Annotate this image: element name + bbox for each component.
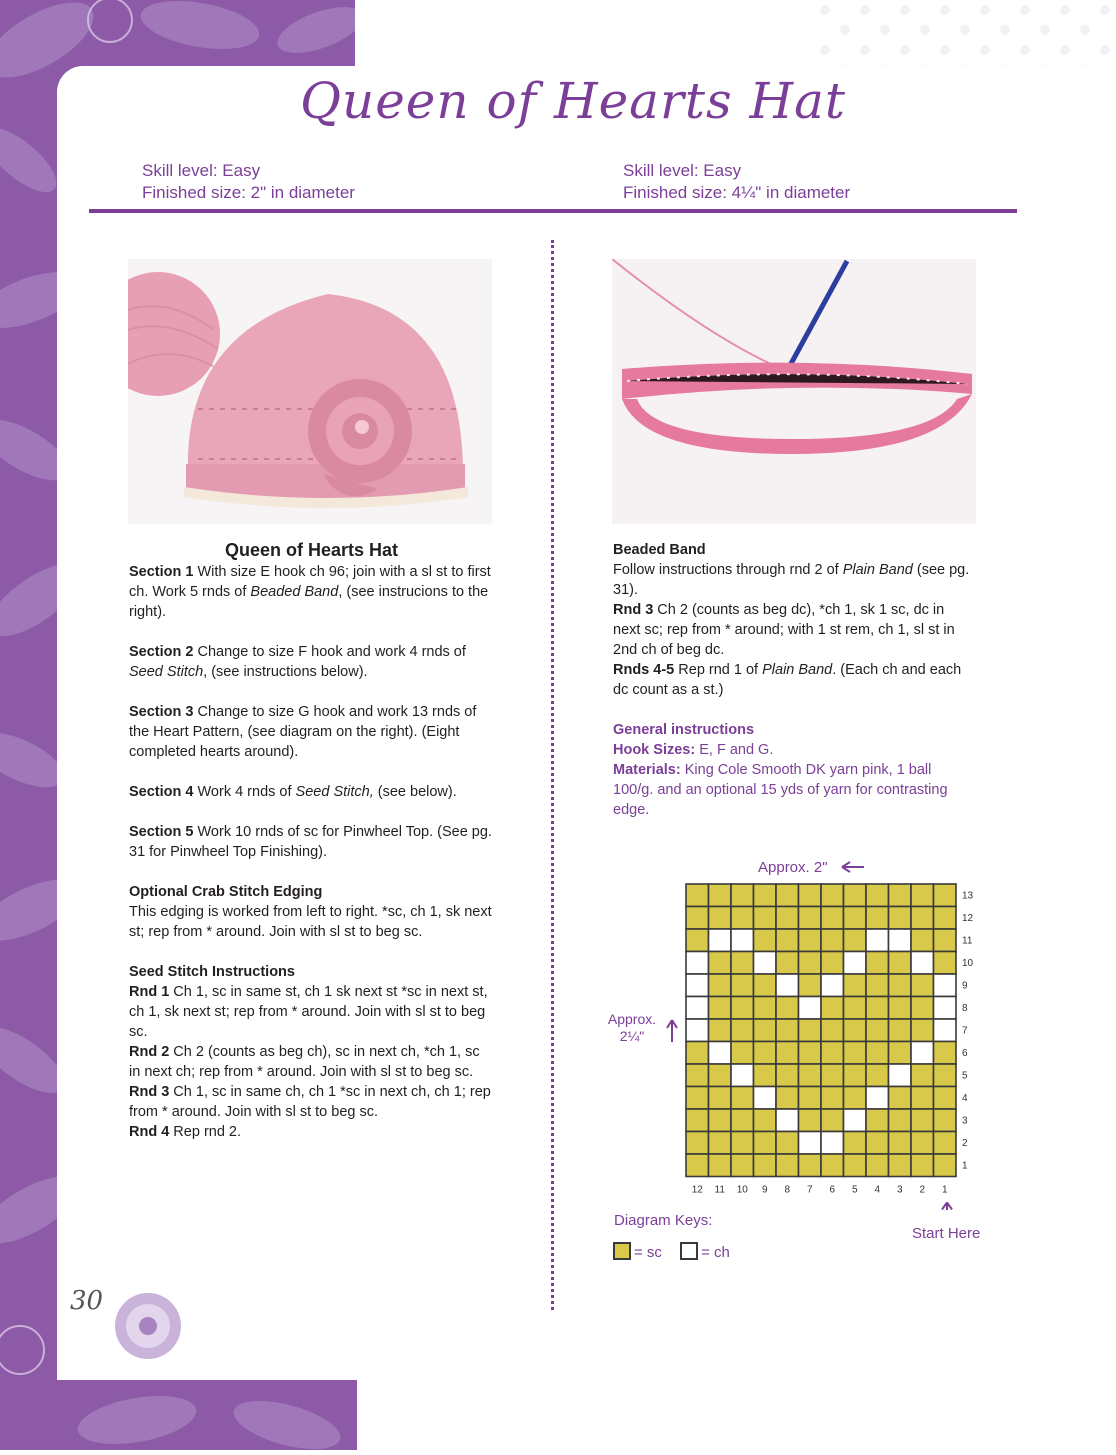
chart-cell bbox=[776, 997, 799, 1020]
col-label: 10 bbox=[736, 1184, 748, 1196]
chart-cell bbox=[799, 1109, 822, 1132]
legend-ch-label: = ch bbox=[701, 1244, 730, 1261]
col-label: 8 bbox=[784, 1184, 791, 1196]
chart-cell bbox=[821, 974, 844, 997]
chart-cell bbox=[889, 1042, 912, 1065]
rnd-text: . (Each ch and each dc count as a st.) bbox=[613, 662, 962, 698]
rnd-em: Plain Band bbox=[762, 662, 833, 678]
chart-cell bbox=[866, 952, 889, 975]
chart-cell bbox=[844, 1064, 867, 1087]
chart-cell bbox=[686, 1042, 709, 1065]
seed-heading: Seed Stitch Instructions bbox=[129, 964, 295, 980]
chart-cell bbox=[911, 1087, 934, 1110]
chart-cell bbox=[754, 1132, 777, 1155]
chart-cell bbox=[844, 1154, 867, 1177]
chart-cell bbox=[709, 1087, 732, 1110]
col-label: 1 bbox=[941, 1184, 948, 1196]
chart-cell bbox=[709, 1042, 732, 1065]
chart-cell bbox=[686, 1064, 709, 1087]
chart-cell bbox=[889, 1132, 912, 1155]
col-label: 9 bbox=[761, 1184, 768, 1196]
materials-text: King Cole Smooth DK yarn pink, 1 ball 100/g. and an optional 15 yds of yarn for contrasting edge. bbox=[613, 762, 948, 818]
chart-cell bbox=[844, 1132, 867, 1155]
top-size-label: Approx. 2" bbox=[758, 859, 828, 876]
chart-cell bbox=[754, 952, 777, 975]
chart-cell bbox=[776, 1042, 799, 1065]
row-label: 2 bbox=[962, 1137, 968, 1149]
section-label: Section 2 bbox=[129, 644, 194, 660]
row-label: 3 bbox=[962, 1115, 968, 1127]
chart-cell bbox=[934, 907, 957, 930]
chart-cell bbox=[731, 1042, 754, 1065]
chart-cell bbox=[821, 907, 844, 930]
row-label: 13 bbox=[962, 890, 974, 902]
chart-cell bbox=[799, 997, 822, 1020]
chart-cell bbox=[731, 1087, 754, 1110]
chart-cell bbox=[799, 974, 822, 997]
chart-cell bbox=[799, 884, 822, 907]
chart-cell bbox=[754, 1064, 777, 1087]
rnd-text: Rep rnd 1 of bbox=[674, 662, 763, 678]
chart-cell bbox=[731, 1154, 754, 1177]
chart-cell bbox=[844, 997, 867, 1020]
row-label: 12 bbox=[962, 912, 974, 924]
col-label: 7 bbox=[806, 1184, 813, 1196]
hat-photo bbox=[128, 259, 492, 524]
chart-cell bbox=[866, 884, 889, 907]
finished-size: Finished size: 2" in diameter bbox=[142, 183, 355, 202]
chart-cell bbox=[911, 1019, 934, 1042]
chart-cell bbox=[776, 1109, 799, 1132]
chart-cell bbox=[776, 1064, 799, 1087]
rnd-text: Ch 2 (counts as beg ch), sc in next ch, *ch 1, sc in next ch; rep from * around. Join with sl st to beg sc. bbox=[129, 1044, 480, 1080]
chart-cell bbox=[911, 952, 934, 975]
rnd-label: Rnd 2 bbox=[129, 1044, 170, 1060]
legend-sc bbox=[613, 1242, 730, 1261]
chart-cell bbox=[731, 952, 754, 975]
chart-cell bbox=[934, 952, 957, 975]
row-label: 5 bbox=[962, 1070, 968, 1082]
row-label: 11 bbox=[962, 935, 973, 947]
chart-cell bbox=[799, 1064, 822, 1087]
section-em: Beaded Band bbox=[250, 584, 339, 600]
chart-cell bbox=[776, 1087, 799, 1110]
chart-cell bbox=[709, 907, 732, 930]
chart-cell bbox=[821, 1042, 844, 1065]
start-arrow-icon bbox=[942, 1203, 952, 1211]
chart-cell bbox=[934, 974, 957, 997]
chart-cell bbox=[754, 1019, 777, 1042]
crab-text: This edging is worked from left to right. *sc, ch 1, sk next st; rep from * around. Join with sl st to beg sc. bbox=[129, 904, 492, 940]
rnd-text: Rep rnd 2. bbox=[169, 1124, 242, 1140]
chart-cell bbox=[866, 929, 889, 952]
chart-cell bbox=[709, 1064, 732, 1087]
chart-cell bbox=[911, 907, 934, 930]
band-photo bbox=[612, 259, 976, 524]
chart-cell bbox=[821, 929, 844, 952]
chart-cell bbox=[821, 1132, 844, 1155]
chart-cell bbox=[731, 1064, 754, 1087]
chart-cell bbox=[889, 1064, 912, 1087]
skill-level: Skill level: Easy bbox=[142, 161, 261, 180]
chart-cell bbox=[731, 1019, 754, 1042]
chart-cell bbox=[776, 1019, 799, 1042]
band-em: Plain Band bbox=[842, 562, 913, 578]
chart-cell bbox=[821, 884, 844, 907]
chart-cell bbox=[866, 1042, 889, 1065]
rnd-text: Ch 1, sc in same st, ch 1 sk next st *sc in next st, ch 1, sk next st; rep from * around. Join with sl st to beg sc. bbox=[129, 984, 488, 1040]
chart-cell bbox=[776, 907, 799, 930]
chart-cell bbox=[709, 1154, 732, 1177]
rnd-label: Rnd 4 bbox=[129, 1124, 170, 1140]
chart-cell bbox=[799, 1087, 822, 1110]
chart-cell bbox=[709, 997, 732, 1020]
side-arrow-icon bbox=[667, 1020, 677, 1042]
col-label: 3 bbox=[896, 1184, 903, 1196]
col-label: 11 bbox=[714, 1184, 725, 1196]
chart-cell bbox=[731, 997, 754, 1020]
chart-cell bbox=[911, 1109, 934, 1132]
chart-cell bbox=[754, 1087, 777, 1110]
legend-title: Diagram Keys: bbox=[614, 1212, 713, 1229]
finished-size: Finished size: 4¼" in diameter bbox=[623, 183, 851, 202]
section-label: Section 5 bbox=[129, 824, 194, 840]
chart-cell bbox=[911, 974, 934, 997]
band-text: Follow instructions through rnd 2 of bbox=[613, 562, 843, 578]
chart-cell bbox=[844, 952, 867, 975]
chart-cell bbox=[754, 974, 777, 997]
chart-cell bbox=[799, 1132, 822, 1155]
chart-cell bbox=[754, 997, 777, 1020]
floral-border-bottom bbox=[57, 1380, 357, 1450]
chart-cell bbox=[731, 974, 754, 997]
chart-cell bbox=[889, 1087, 912, 1110]
rnd-label: Rnd 1 bbox=[129, 984, 170, 1000]
chart-cell bbox=[934, 1042, 957, 1065]
col-label: 12 bbox=[691, 1184, 703, 1196]
chart-cell bbox=[776, 1154, 799, 1177]
header-rule bbox=[89, 209, 1017, 213]
chart-cell bbox=[686, 1109, 709, 1132]
chart-cell bbox=[821, 1087, 844, 1110]
section-label: Section 1 bbox=[129, 564, 194, 580]
chart-cell bbox=[866, 907, 889, 930]
chart-cell bbox=[934, 1019, 957, 1042]
chart-cell bbox=[844, 884, 867, 907]
chart-cell bbox=[866, 1154, 889, 1177]
chart-cell bbox=[731, 907, 754, 930]
left-column bbox=[129, 540, 494, 1142]
side-size-label: 2¼" bbox=[619, 1028, 645, 1044]
rnd-text: Ch 1, sc in same ch, ch 1 *sc in next ch, ch 1; rep from * around. Join with sl st to beg sc. bbox=[129, 1084, 491, 1120]
chart-cell bbox=[934, 1087, 957, 1110]
section-heading: Queen of Hearts Hat bbox=[224, 540, 399, 560]
chart-cell bbox=[821, 997, 844, 1020]
chart-cell bbox=[889, 952, 912, 975]
chart-cell bbox=[911, 997, 934, 1020]
row-label: 6 bbox=[962, 1047, 968, 1059]
row-label: 8 bbox=[962, 1002, 968, 1014]
chart-cell bbox=[866, 974, 889, 997]
chart-cell bbox=[754, 1109, 777, 1132]
legend-sc-label: = sc bbox=[634, 1244, 662, 1261]
flower-medallion-icon bbox=[112, 1290, 184, 1362]
side-size-label: Approx. bbox=[607, 1011, 657, 1027]
chart-cell bbox=[844, 1109, 867, 1132]
rnd-text: Ch 2 (counts as beg dc), *ch 1, sk 1 sc, dc in next sc; rep from * around; with 1 st rem, ch 1, sl st in 2nd ch of beg dc. bbox=[613, 602, 955, 658]
section-text: , (see instrucions to the right). bbox=[129, 584, 489, 620]
chart-cell bbox=[731, 1132, 754, 1155]
sc-swatch bbox=[613, 1242, 631, 1260]
chart-cell bbox=[709, 974, 732, 997]
chart-cell bbox=[911, 884, 934, 907]
chart-cell bbox=[709, 952, 732, 975]
chart-cell bbox=[709, 1019, 732, 1042]
chart-cell bbox=[686, 1019, 709, 1042]
top-arrow-icon bbox=[842, 862, 864, 872]
chart-cell bbox=[934, 1132, 957, 1155]
section-text: (see below). bbox=[373, 784, 457, 800]
chart-cell bbox=[844, 907, 867, 930]
section-text: , (see instructions below). bbox=[203, 664, 368, 680]
band-text: (see pg. 31). bbox=[613, 562, 970, 598]
chart-cell bbox=[799, 952, 822, 975]
chart-cell bbox=[686, 997, 709, 1020]
band-heading: Beaded Band bbox=[613, 542, 706, 558]
chart-cell bbox=[799, 1154, 822, 1177]
materials-label: Materials: bbox=[613, 762, 681, 778]
chart-cell bbox=[934, 1109, 957, 1132]
chart-cell bbox=[911, 929, 934, 952]
chart-cell bbox=[686, 974, 709, 997]
chart-cell bbox=[866, 1064, 889, 1087]
chart-cell bbox=[889, 997, 912, 1020]
chart-cell bbox=[889, 1019, 912, 1042]
col-label: 4 bbox=[874, 1184, 881, 1196]
chart-cell bbox=[776, 952, 799, 975]
row-label: 7 bbox=[962, 1025, 968, 1037]
page-number: 30 bbox=[70, 1286, 104, 1316]
chart-cell bbox=[821, 952, 844, 975]
chart-cell bbox=[686, 929, 709, 952]
col-label: 2 bbox=[919, 1184, 926, 1196]
chart-cell bbox=[731, 1109, 754, 1132]
chart-cell bbox=[686, 952, 709, 975]
chart-cell bbox=[866, 1109, 889, 1132]
chart-cell bbox=[844, 1087, 867, 1110]
section-text: Work 4 rnds of bbox=[193, 784, 296, 800]
chart-cell bbox=[799, 1019, 822, 1042]
chart-cell bbox=[731, 929, 754, 952]
row-label: 9 bbox=[962, 980, 968, 992]
chart-cell bbox=[686, 884, 709, 907]
chart-cell bbox=[911, 1154, 934, 1177]
chart-cell bbox=[686, 1154, 709, 1177]
crab-heading: Optional Crab Stitch Edging bbox=[129, 884, 323, 900]
section-em: Seed Stitch, bbox=[295, 784, 374, 800]
general-heading: General instructions bbox=[613, 722, 755, 738]
chart-cell bbox=[821, 1109, 844, 1132]
chart-cell bbox=[866, 1132, 889, 1155]
chart-cell bbox=[866, 1087, 889, 1110]
ch-swatch bbox=[680, 1242, 698, 1260]
rnd-label: Rnd 3 bbox=[613, 602, 654, 618]
chart-cell bbox=[889, 974, 912, 997]
chart-cell bbox=[686, 1087, 709, 1110]
start-label: Start Here bbox=[912, 1225, 981, 1242]
chart-cell bbox=[821, 1154, 844, 1177]
column-divider bbox=[551, 240, 554, 1310]
chart-cell bbox=[844, 929, 867, 952]
section-text: With size E hook ch 96; join with a sl st to first ch. Work 5 rnds of bbox=[129, 564, 491, 600]
chart-cell bbox=[911, 1064, 934, 1087]
left-meta bbox=[142, 160, 355, 204]
chart-cell bbox=[889, 907, 912, 930]
chart-cell bbox=[709, 929, 732, 952]
chart-cell bbox=[911, 1042, 934, 1065]
chart-cell bbox=[799, 907, 822, 930]
hook-label: Hook Sizes: bbox=[613, 742, 696, 758]
chart-cell bbox=[889, 1109, 912, 1132]
chart-cell bbox=[776, 929, 799, 952]
heart-pattern-chart bbox=[590, 850, 990, 1210]
chart-cell bbox=[934, 997, 957, 1020]
right-meta bbox=[623, 160, 850, 204]
chart-cell bbox=[844, 1042, 867, 1065]
chart-cell bbox=[686, 907, 709, 930]
chart-cell bbox=[754, 884, 777, 907]
chart-cell bbox=[821, 1064, 844, 1087]
chart-cell bbox=[934, 884, 957, 907]
section-em: Seed Stitch bbox=[129, 664, 204, 680]
chart-cell bbox=[889, 929, 912, 952]
chart-cell bbox=[709, 884, 732, 907]
section-text: Change to size F hook and work 4 rnds of bbox=[193, 644, 466, 660]
chart-cell bbox=[799, 929, 822, 952]
col-label: 5 bbox=[851, 1184, 858, 1196]
chart-cell bbox=[709, 1109, 732, 1132]
chart-cell bbox=[754, 1154, 777, 1177]
chart-cell bbox=[754, 1042, 777, 1065]
page-title: Queen of Hearts Hat bbox=[300, 72, 847, 130]
chart-cell bbox=[776, 1132, 799, 1155]
rnd-label: Rnd 3 bbox=[129, 1084, 170, 1100]
chart-cell bbox=[754, 907, 777, 930]
right-column bbox=[613, 540, 973, 820]
chart-cell bbox=[821, 1019, 844, 1042]
section-label: Section 3 bbox=[129, 704, 194, 720]
skill-level: Skill level: Easy bbox=[623, 161, 742, 180]
chart-cell bbox=[934, 929, 957, 952]
chart-cell bbox=[911, 1132, 934, 1155]
row-label: 4 bbox=[962, 1092, 968, 1104]
chart-cell bbox=[866, 1019, 889, 1042]
chart-cell bbox=[844, 1019, 867, 1042]
chart-cell bbox=[709, 1132, 732, 1155]
chart-cell bbox=[686, 1132, 709, 1155]
chart-cell bbox=[776, 884, 799, 907]
chart-cell bbox=[731, 884, 754, 907]
section-text: Change to size G hook and work 13 rnds of the Heart Pattern, (see diagram on the right). (Eight completed hearts around). bbox=[129, 704, 477, 760]
col-label: 6 bbox=[829, 1184, 836, 1196]
chart-cell bbox=[799, 1042, 822, 1065]
chart-cell bbox=[934, 1154, 957, 1177]
chart-cell bbox=[889, 884, 912, 907]
row-label: 1 bbox=[962, 1160, 968, 1172]
section-text: Work 10 rnds of sc for Pinwheel Top. (See pg. 31 for Pinwheel Top Finishing). bbox=[129, 824, 492, 860]
row-label: 10 bbox=[962, 957, 974, 969]
chart-cell bbox=[866, 997, 889, 1020]
section-label: Section 4 bbox=[129, 784, 194, 800]
hook-text: E, F and G. bbox=[695, 742, 774, 758]
chart-cell bbox=[776, 974, 799, 997]
chart-cell bbox=[844, 974, 867, 997]
chart-cell bbox=[754, 929, 777, 952]
chart-cell bbox=[889, 1154, 912, 1177]
chart-cell bbox=[934, 1064, 957, 1087]
rnd-label: Rnds 4-5 bbox=[613, 662, 675, 678]
